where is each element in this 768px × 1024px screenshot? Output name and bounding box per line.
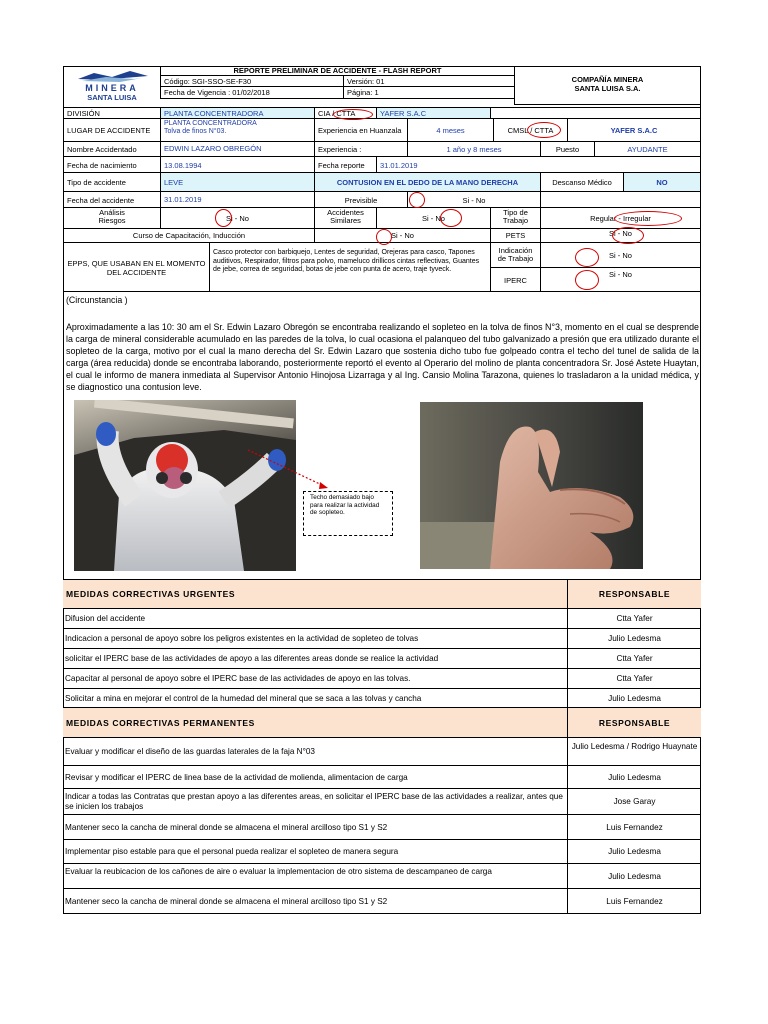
fecha-acc-value: 31.01.2019 [160,191,315,208]
similares-label-line2: Similares [330,216,361,225]
measure-row [63,629,701,649]
fecha-vigencia: Fecha de Vigencia : 01/02/2018 [160,86,344,99]
nacimiento-label: Fecha de nacimiento [63,156,161,173]
red-mark-similares-no [440,209,462,227]
measure-text: Indicar a todas las Contratas que prestan apoyo a las diferentes areas, en solicitar el IPERC base de las actividades a realizar, antes que se inicien los trabajos [65,792,563,811]
report-title: REPORTE PRELIMINAR DE ACCIDENTE - FLASH REPORT [160,66,515,76]
lugar-label: LUGAR DE ACCIDENTE [63,118,161,142]
measures-divider [567,579,568,914]
lugar-value [160,118,315,142]
lesion-value: CONTUSION EN EL DEDO DE LA MANO DERECHA [314,172,541,192]
exp-huanzala-value: 4 meses [407,118,494,142]
pets-label: PETS [490,228,541,243]
annotation-arrow [246,446,336,496]
indicacion-value: Si - No [540,242,701,268]
epps-value: Casco protector con barbiquejo, Lentes de seguridad, Orejeras para casco, Tapones auditivos, Respirador, filtros para polvo, mameluco drillicos cintas reflectivas, Guantes de jebe, correa de seguridad, botas de jebe con punta de acero, traje tyveck. [209,242,491,292]
measure-text: Difusion del accidente [65,614,146,623]
measure-text: Indicacion a personal de apoyo sobre los peligros existentes en la actividad de sopleteo de tolvas [65,634,419,643]
company-line2: SANTA LUISA S.A. [574,84,641,93]
experiencia-value: 1 año y 8 meses [407,141,541,157]
red-mark-capacitacion-si [376,229,392,245]
measure-responsible: Jose Garay [613,797,656,806]
measure-text: Mantener seco la cancha de mineral donde se almacena el mineral arcilloso tipo S1 y S2 [65,822,388,832]
measure-row [63,689,701,708]
measure-responsible: Julio Ledesma [608,847,661,856]
red-mark-irregular [614,211,682,226]
codigo: Código: SGI-SSO-SE-F30 [160,75,344,87]
tipo-trabajo-label-line1: Tipo de [503,208,528,217]
pets-value: Si - No [540,228,701,243]
exp-huanzala-label: Experiencia en Huanzala [314,118,408,142]
measure-text: Solicitar a mina en mejorar el control de la humedad del mineral que se saca a las tolvas y cancha [65,693,422,703]
iperc-value: Si - No [540,267,701,292]
measure-row [63,766,701,789]
measure-row [63,815,701,840]
tipo-label: Tipo de accidente [63,172,161,192]
circunstancia-label: (Circunstancia ) [66,295,128,305]
epps-label-line2: DEL ACCIDENTE [106,268,167,277]
measure-responsible: Ctta Yafer [616,614,653,623]
measure-row [63,789,701,815]
measure-text: Mantener seco la cancha de mineral donde se almacena el mineral arcilloso tipo S1 y S2 [65,896,388,906]
red-mark-ctta [333,109,373,120]
measure-responsible: Ctta Yafer [616,654,653,663]
lugar-value-line1: PLANTA CONCENTRADORA [164,120,257,127]
analisis-label-line1: Análisis [99,208,125,217]
experiencia-label: Experiencia : [314,141,408,157]
measure-responsible: Ctta Yafer [616,674,653,683]
similares-label [314,207,377,229]
measure-text: Revisar y modificar el IPERC de linea base de la actividad de molienda, alimentacion de carga [65,772,408,782]
tipo-trabajo-label [490,207,541,229]
red-mark-analisis-si [215,209,232,227]
red-mark-pets-no [612,227,644,244]
hand-photo [420,402,643,569]
permanent-header: MEDIDAS CORRECTIVAS PERMANENTES [66,718,255,728]
measure-row [63,669,701,689]
logo-text-line2: SANTA LUISA [87,93,137,102]
iperc-label: IPERC [490,267,541,292]
measure-row [63,889,701,914]
urgent-resp-header: RESPONSABLE [598,589,671,599]
descanso-value: NO [623,172,701,192]
measure-responsible: Julio Ledesma [608,693,661,703]
logo-text-line1: MINERA [85,83,139,93]
measure-responsible: Julio Ledesma / Rodrigo Huaynate [571,742,698,751]
nombre-value: EDWIN LAZARO OBREGÓN [160,141,315,157]
measure-row [63,840,701,864]
similares-value: Si - No [376,207,491,229]
measure-row [63,649,701,669]
previsible-label: Previsible [314,191,408,208]
measure-row [63,609,701,629]
measure-responsible: Julio Ledesma [608,772,661,782]
similares-label-line1: Accidentes [327,208,364,217]
pagina: Página: 1 [343,86,515,99]
indicacion-label-line2: de Trabajo [497,254,534,263]
permanent-resp-header: RESPONSABLE [598,718,671,728]
measure-text: Implementar piso estable para que el personal pueda realizar el sopleteo de manera segura [65,847,399,856]
reporte-label: Fecha reporte [314,156,377,173]
regular-irregular: Regular - Irregular [540,207,701,229]
cmsl-label: CMSL / CTTA [493,118,568,142]
previsible-value: Si - No [407,191,541,208]
lugar-value-line2: Tolva de finos N°03. [164,128,227,135]
nombre-label: Nombre Accidentado [63,141,161,157]
measure-responsible: Julio Ledesma [608,871,661,881]
analisis-label [63,207,161,229]
urgent-header: MEDIDAS CORRECTIVAS URGENTES [66,589,236,599]
capacitacion-value: Si - No [314,228,491,243]
cia-label: CIA / CTTA [314,107,377,119]
epps-label [63,242,210,292]
measure-text: Capacitar al personal de apoyo sobre el IPERC base de las actividades de apoyo en las tolvas. [65,674,411,683]
analisis-label-line2: Riesgos [98,216,126,225]
measure-text: Evaluar y modificar el diseño de las guardas laterales de la faja N°03 [65,747,315,756]
logo [64,67,160,105]
tipo-trabajo-label-line2: Trabajo [502,216,529,225]
circunstancia-text: Aproximadamente a las 10: 30 am el Sr. Edwin Lazaro Obregón se encontraba realizando el sopleteo en la tolva de finos N°3, momento en el cual se desprende la carga de mineral considerable acumulado en las paredes de la tolva, lo cual ocasiona el palanqueo del tubo galvanizado a presión que era utilizado durante el sopleteo de la carga, motivo por el cual la mano derecha del Sr. Edwin Lazaro que sostenia dicho tubo fue golpeado contra el techo del tunel de salida de la carga (área reducida) donde se encontraba laborando, posteriormente reportó el evento al Operario del molino de planta concentradora Sr. José Astete Huaytan, el cual le informo de manera inmediata al Supervisor Antonio Hinojosa Lizarraga y al Ing. Cansio Molina Tarazona, quienes lo trasladaron a la unidad médica, y se diagnostico una contusion leve. [66,322,699,393]
analisis-value: Si - No [160,207,315,229]
descanso-label: Descanso Médico [540,172,624,192]
measure-row [63,864,701,889]
epps-label-line1: EPPS, QUE USABAN EN EL MOMENTO [67,259,206,268]
company-line1: COMPAÑÍA MINERA [571,75,644,84]
puesto-value: AYUDANTE [594,141,701,157]
measure-responsible: Luis Fernandez [606,822,663,832]
division-label: DIVISIÓN [63,107,161,119]
indicacion-label-line1: Indicación [498,246,533,255]
division-value: PLANTA CONCENTRADORA [160,107,315,119]
reporte-value: 31.01.2019 [376,156,701,173]
measure-responsible: Julio Ledesma [608,634,661,643]
fecha-acc-label: Fecha del accidente [63,191,161,208]
red-mark-cmsl-ctta [527,122,561,138]
red-mark-indicacion-si [575,248,599,267]
previsible-filler [540,191,701,208]
company-name [514,66,701,105]
measure-text: Evaluar la reubicacion de los cañones de aire o evaluar la implementacion de otro sistema de descampaneo de carga [65,866,492,876]
cmsl-value: YAFER S.A.C [567,118,701,142]
indicacion-label [490,242,541,268]
measure-text: solicitar el IPERC base de las actividades de apoyo a las diferentes areas donde se realice la actividad [65,654,439,663]
nacimiento-value: 13.08.1994 [160,156,315,173]
annotation-box: Techo demasiado bajo para realizar la actividad de sopleteo. [303,491,393,536]
measure-responsible: Luis Fernandez [606,896,663,906]
puesto-label: Puesto [540,141,595,157]
red-mark-iperc-si [575,270,599,290]
measure-row [63,738,701,766]
capacitacion-label: Curso de Capacitación, Inducción [63,228,315,243]
cia-value: YAFER S.A.C [376,107,491,119]
red-mark-previsible-si [409,192,425,208]
version: Versión: 01 [343,75,515,87]
tipo-value: LEVE [160,172,315,192]
